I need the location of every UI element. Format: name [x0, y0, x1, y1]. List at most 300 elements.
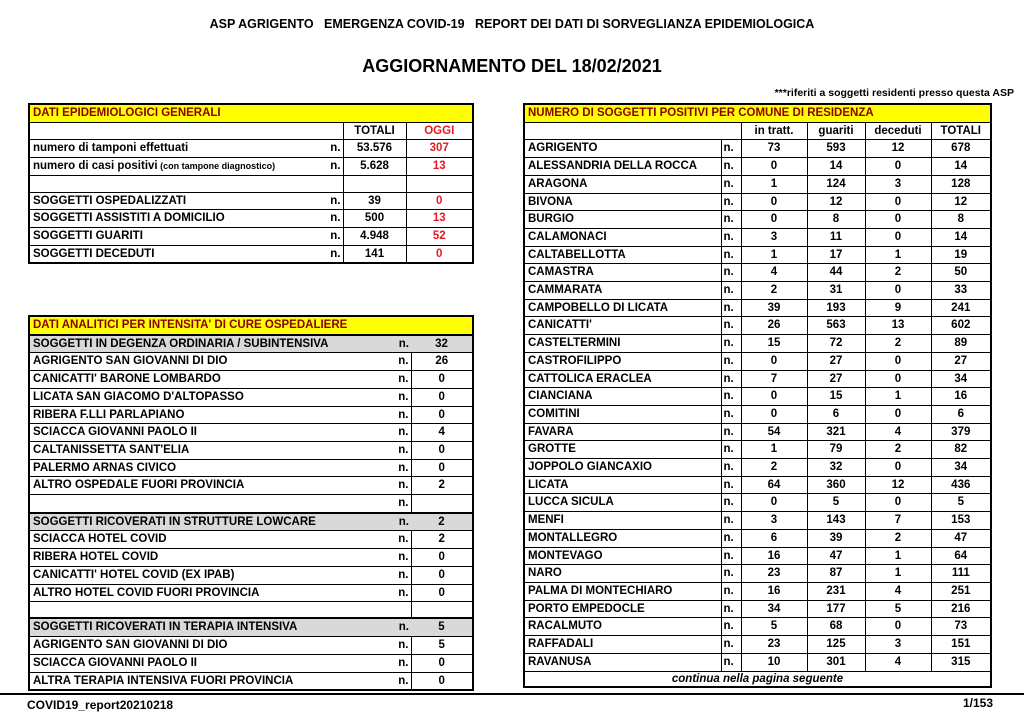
n-label: n.	[721, 494, 741, 512]
totali-value: 34	[931, 459, 991, 477]
row-label	[29, 158, 299, 176]
in-tratt-value: 0	[741, 388, 807, 406]
n-label: n.	[721, 653, 741, 671]
table-row	[524, 211, 991, 229]
guariti-value: 79	[807, 441, 865, 459]
totali-value: 111	[931, 565, 991, 583]
in-tratt-value: 39	[741, 299, 807, 317]
n-label: n.	[721, 370, 741, 388]
totali-value: 379	[931, 423, 991, 441]
deceduti-value: 1	[865, 565, 931, 583]
table-title-row	[29, 104, 473, 122]
hospital-name	[29, 602, 379, 619]
hospital-name: SCIACCA GIOVANNI PAOLO II	[29, 654, 379, 672]
guariti-value: 15	[807, 388, 865, 406]
guariti-value: 11	[807, 228, 865, 246]
guariti-value: 12	[807, 193, 865, 211]
comune-name: CAMMARATA	[524, 282, 721, 300]
n-label: n.	[379, 459, 411, 477]
in-tratt-value: 16	[741, 547, 807, 565]
n-label: n.	[379, 495, 411, 513]
in-tratt-value: 73	[741, 140, 807, 158]
column-header-totali: TOTALI	[931, 122, 991, 140]
table-row	[524, 388, 991, 406]
deceduti-value: 0	[865, 370, 931, 388]
totali-value: 151	[931, 636, 991, 654]
column-header-deceduti: deceduti	[865, 122, 931, 140]
table-row	[29, 353, 473, 371]
oggi-value	[406, 175, 473, 192]
comune-name: CALTABELLOTTA	[524, 246, 721, 264]
n-label: n.	[721, 388, 741, 406]
oggi-value: 13	[406, 210, 473, 228]
n-label: n.	[721, 565, 741, 583]
totali-value: 53.576	[343, 140, 406, 158]
footer-divider	[0, 693, 1024, 695]
table-row	[524, 299, 991, 317]
table-header-row	[29, 122, 473, 140]
totali-value: 6	[931, 405, 991, 423]
totali-value: 47	[931, 529, 991, 547]
row-label-text: numero di tamponi effettuati	[33, 142, 189, 155]
guariti-value: 143	[807, 512, 865, 530]
n-label: n.	[379, 353, 411, 371]
comune-name: COMITINI	[524, 405, 721, 423]
count-value: 2	[411, 513, 473, 531]
n-label: n.	[379, 618, 411, 636]
table-row	[29, 549, 473, 567]
hospital-name: SCIACCA GIOVANNI PAOLO II	[29, 424, 379, 442]
comune-name: ALESSANDRIA DELLA ROCCA	[524, 158, 721, 176]
table-row	[29, 637, 473, 655]
comune-name: GROTTE	[524, 441, 721, 459]
n-label: n.	[721, 441, 741, 459]
hospital-name: CANICATTI' BARONE LOMBARDO	[29, 371, 379, 389]
in-tratt-value: 23	[741, 565, 807, 583]
totali-value: 27	[931, 352, 991, 370]
totali-value: 39	[343, 192, 406, 210]
column-header-totali: TOTALI	[343, 122, 406, 140]
in-tratt-value: 0	[741, 158, 807, 176]
row-label-text: SOGGETTI ASSISTITI A DOMICILIO	[33, 212, 225, 225]
n-label: n.	[721, 193, 741, 211]
table-row	[524, 600, 991, 618]
table-row	[29, 371, 473, 389]
in-tratt-value: 1	[741, 246, 807, 264]
guariti-value: 231	[807, 582, 865, 600]
footer-filename: COVID19_report20210218	[27, 698, 174, 712]
table-row	[29, 441, 473, 459]
spacer-row	[29, 175, 473, 192]
table-row	[29, 140, 473, 158]
n-label: n.	[379, 654, 411, 672]
totali-value: 128	[931, 175, 991, 193]
in-tratt-value: 15	[741, 335, 807, 353]
row-label	[29, 210, 299, 228]
in-tratt-value: 64	[741, 476, 807, 494]
deceduti-value: 0	[865, 459, 931, 477]
column-header-in-tratt: in tratt.	[741, 122, 807, 140]
section-label: SOGGETTI RICOVERATI IN TERAPIA INTENSIVA	[29, 618, 379, 636]
totali-value: 16	[931, 388, 991, 406]
totali-value: 64	[931, 547, 991, 565]
comune-name: LICATA	[524, 476, 721, 494]
n-label: n.	[721, 529, 741, 547]
continuation-note: continua nella pagina seguente	[524, 671, 991, 687]
table-row	[524, 459, 991, 477]
in-tratt-value: 0	[741, 193, 807, 211]
deceduti-value: 0	[865, 494, 931, 512]
hospital-name: LICATA SAN GIACOMO D'ALTOPASSO	[29, 388, 379, 406]
table-row	[29, 245, 473, 263]
table-row	[29, 192, 473, 210]
count-value: 4	[411, 424, 473, 442]
comune-name: CANICATTI'	[524, 317, 721, 335]
in-tratt-value: 23	[741, 636, 807, 654]
comune-name: CIANCIANA	[524, 388, 721, 406]
totali-value: 602	[931, 317, 991, 335]
in-tratt-value: 0	[741, 352, 807, 370]
table-row	[524, 636, 991, 654]
guariti-value: 68	[807, 618, 865, 636]
oggi-value: 13	[406, 158, 473, 176]
totali-value	[343, 175, 406, 192]
table-row	[524, 476, 991, 494]
in-tratt-value: 16	[741, 582, 807, 600]
deceduti-value: 3	[865, 636, 931, 654]
n-label: n.	[721, 459, 741, 477]
table-row	[524, 264, 991, 282]
n-label: n.	[721, 140, 741, 158]
table-row	[524, 512, 991, 530]
guariti-value: 87	[807, 565, 865, 583]
guariti-value: 321	[807, 423, 865, 441]
n-label: n.	[379, 388, 411, 406]
deceduti-value: 5	[865, 600, 931, 618]
deceduti-value: 0	[865, 405, 931, 423]
n-label: n.	[721, 476, 741, 494]
totali-value: 73	[931, 618, 991, 636]
comune-name: RAFFADALI	[524, 636, 721, 654]
totali-value: 8	[931, 211, 991, 229]
comune-name: RAVANUSA	[524, 653, 721, 671]
totali-value: 241	[931, 299, 991, 317]
guariti-value: 125	[807, 636, 865, 654]
continuation-row	[524, 671, 991, 687]
table-title-row	[29, 316, 473, 335]
table-row	[524, 423, 991, 441]
deceduti-value: 2	[865, 529, 931, 547]
n-label: n.	[379, 566, 411, 584]
hospital-name: ALTRA TERAPIA INTENSIVA FUORI PROVINCIA	[29, 672, 379, 690]
guariti-value: 32	[807, 459, 865, 477]
n-label: n.	[379, 513, 411, 531]
n-label: n.	[299, 227, 343, 245]
comune-name: BIVONA	[524, 193, 721, 211]
n-label: n.	[379, 584, 411, 602]
table-row	[29, 531, 473, 549]
n-label: n.	[379, 531, 411, 549]
n-label: n.	[721, 282, 741, 300]
count-value: 32	[411, 335, 473, 353]
comune-name: FAVARA	[524, 423, 721, 441]
in-tratt-value: 2	[741, 282, 807, 300]
table-row	[524, 140, 991, 158]
guariti-value: 593	[807, 140, 865, 158]
totali-value: 82	[931, 441, 991, 459]
n-label: n.	[721, 618, 741, 636]
guariti-value: 72	[807, 335, 865, 353]
table-row	[524, 441, 991, 459]
n-label: n.	[721, 582, 741, 600]
n-label: n.	[721, 158, 741, 176]
guariti-value: 14	[807, 158, 865, 176]
row-label	[29, 192, 299, 210]
row-label-text: SOGGETTI DECEDUTI	[33, 247, 155, 260]
guariti-value: 8	[807, 211, 865, 229]
hospital-name: PALERMO ARNAS CIVICO	[29, 459, 379, 477]
table-row	[524, 352, 991, 370]
section-label: SOGGETTI IN DEGENZA ORDINARIA / SUBINTENSIVA	[29, 335, 379, 353]
section-row	[29, 513, 473, 531]
totali-value: 5.628	[343, 158, 406, 176]
guariti-value: 193	[807, 299, 865, 317]
row-label	[29, 140, 299, 158]
n-label: n.	[721, 512, 741, 530]
totali-value: 4.948	[343, 227, 406, 245]
spacer-row	[29, 495, 473, 513]
in-tratt-value: 1	[741, 441, 807, 459]
n-label: n.	[721, 600, 741, 618]
n-label: n.	[721, 317, 741, 335]
n-label: n.	[721, 423, 741, 441]
guariti-value: 124	[807, 175, 865, 193]
comune-name: AGRIGENTO	[524, 140, 721, 158]
n-label: n.	[721, 175, 741, 193]
in-tratt-value: 54	[741, 423, 807, 441]
n-label: n.	[299, 192, 343, 210]
totali-value: 12	[931, 193, 991, 211]
column-header-guariti: guariti	[807, 122, 865, 140]
deceduti-value: 0	[865, 282, 931, 300]
table-row	[524, 582, 991, 600]
count-value: 0	[411, 566, 473, 584]
table-row	[524, 158, 991, 176]
comune-name: MONTALLEGRO	[524, 529, 721, 547]
deceduti-value: 4	[865, 653, 931, 671]
deceduti-value: 13	[865, 317, 931, 335]
oggi-value: 0	[406, 245, 473, 263]
count-value: 0	[411, 549, 473, 567]
deceduti-value: 2	[865, 441, 931, 459]
n-label: n.	[299, 245, 343, 263]
n-label	[379, 602, 411, 619]
count-value: 26	[411, 353, 473, 371]
in-tratt-value: 26	[741, 317, 807, 335]
guariti-value: 563	[807, 317, 865, 335]
general-epidemiological-table	[28, 103, 474, 264]
totali-value: 5	[931, 494, 991, 512]
update-title: AGGIORNAMENTO DEL 18/02/2021	[362, 56, 662, 76]
section-row	[29, 335, 473, 353]
hospital-name: CALTANISSETTA SANT'ELIA	[29, 441, 379, 459]
count-value	[411, 602, 473, 619]
totali-value: 50	[931, 264, 991, 282]
spacer-row	[29, 602, 473, 619]
n-label: n.	[721, 211, 741, 229]
n-label: n.	[299, 140, 343, 158]
report-title: ASP AGRIGENTO EMERGENZA COVID-19 REPORT DEI DATI DI SORVEGLIANZA EPIDEMIOLOGICA	[209, 17, 815, 31]
section-row	[29, 618, 473, 636]
deceduti-value: 0	[865, 211, 931, 229]
row-label-text: SOGGETTI OSPEDALIZZATI	[33, 194, 187, 207]
totali-value: 14	[931, 228, 991, 246]
count-value: 5	[411, 618, 473, 636]
table-row	[29, 227, 473, 245]
row-label	[29, 245, 299, 263]
deceduti-value: 2	[865, 335, 931, 353]
in-tratt-value: 34	[741, 600, 807, 618]
comune-name: NARO	[524, 565, 721, 583]
row-label-text: SOGGETTI GUARITI	[33, 229, 143, 242]
n-label	[299, 175, 343, 192]
count-value: 2	[411, 531, 473, 549]
general-table-title: DATI EPIDEMIOLOGICI GENERALI	[29, 104, 473, 122]
in-tratt-value: 3	[741, 512, 807, 530]
hospital-name	[29, 495, 379, 513]
asp-residents-note: ***riferiti a soggetti residenti presso questa ASP	[774, 87, 1014, 99]
comune-name: JOPPOLO GIANCAXIO	[524, 459, 721, 477]
comune-name: BURGIO	[524, 211, 721, 229]
n-label: n.	[379, 637, 411, 655]
guariti-value: 177	[807, 600, 865, 618]
n-label: n.	[721, 264, 741, 282]
table-header-row	[524, 122, 991, 140]
comune-name: RACALMUTO	[524, 618, 721, 636]
in-tratt-value: 0	[741, 494, 807, 512]
guariti-value: 47	[807, 547, 865, 565]
comune-name: CASTROFILIPPO	[524, 352, 721, 370]
table-row	[29, 388, 473, 406]
count-value: 0	[411, 371, 473, 389]
row-label	[29, 227, 299, 245]
n-label: n.	[379, 672, 411, 690]
corner-cell	[524, 122, 741, 140]
totali-value: 14	[931, 158, 991, 176]
table-row	[524, 282, 991, 300]
table-row	[524, 565, 991, 583]
deceduti-value: 3	[865, 175, 931, 193]
n-label: n.	[721, 547, 741, 565]
totali-value: 19	[931, 246, 991, 264]
deceduti-value: 0	[865, 228, 931, 246]
guariti-value: 31	[807, 282, 865, 300]
deceduti-value: 12	[865, 476, 931, 494]
count-value: 0	[411, 441, 473, 459]
comune-name: ARAGONA	[524, 175, 721, 193]
table-row	[524, 335, 991, 353]
deceduti-value: 12	[865, 140, 931, 158]
comune-name: LUCCA SICULA	[524, 494, 721, 512]
in-tratt-value: 1	[741, 175, 807, 193]
comune-name: CASTELTERMINI	[524, 335, 721, 353]
hospital-name: CANICATTI' HOTEL COVID (EX IPAB)	[29, 566, 379, 584]
deceduti-value: 0	[865, 158, 931, 176]
totali-value: 34	[931, 370, 991, 388]
n-label: n.	[379, 477, 411, 495]
table-row	[524, 494, 991, 512]
totali-value: 89	[931, 335, 991, 353]
table-row	[29, 584, 473, 602]
n-label: n.	[721, 352, 741, 370]
in-tratt-value: 0	[741, 211, 807, 229]
deceduti-value: 1	[865, 547, 931, 565]
row-label	[29, 175, 299, 192]
count-value: 0	[411, 672, 473, 690]
in-tratt-value: 10	[741, 653, 807, 671]
deceduti-value: 4	[865, 582, 931, 600]
table-row	[524, 618, 991, 636]
in-tratt-value: 6	[741, 529, 807, 547]
guariti-value: 44	[807, 264, 865, 282]
oggi-value: 0	[406, 192, 473, 210]
count-value	[411, 495, 473, 513]
table-row	[524, 317, 991, 335]
oggi-value: 52	[406, 227, 473, 245]
n-label: n.	[379, 335, 411, 353]
n-label: n.	[299, 158, 343, 176]
in-tratt-value: 3	[741, 228, 807, 246]
deceduti-value: 0	[865, 352, 931, 370]
in-tratt-value: 2	[741, 459, 807, 477]
n-label: n.	[299, 210, 343, 228]
table-row	[524, 193, 991, 211]
deceduti-value: 9	[865, 299, 931, 317]
row-label-text: numero di casi positivi	[33, 160, 158, 173]
table-row	[29, 672, 473, 690]
n-label: n.	[379, 424, 411, 442]
guariti-value: 5	[807, 494, 865, 512]
n-label: n.	[721, 246, 741, 264]
deceduti-value: 2	[865, 264, 931, 282]
column-header-oggi: OGGI	[406, 122, 473, 140]
deceduti-value: 0	[865, 618, 931, 636]
count-value: 0	[411, 654, 473, 672]
comune-name: PALMA DI MONTECHIARO	[524, 582, 721, 600]
guariti-value: 360	[807, 476, 865, 494]
section-label: SOGGETTI RICOVERATI IN STRUTTURE LOWCARE	[29, 513, 379, 531]
hospital-name: RIBERA F.LLI PARLAPIANO	[29, 406, 379, 424]
count-value: 2	[411, 477, 473, 495]
table-row	[524, 228, 991, 246]
comune-name: CATTOLICA ERACLEA	[524, 370, 721, 388]
hospital-name: RIBERA HOTEL COVID	[29, 549, 379, 567]
deceduti-value: 4	[865, 423, 931, 441]
table-row	[524, 370, 991, 388]
count-value: 0	[411, 388, 473, 406]
totali-value: 678	[931, 140, 991, 158]
comune-name: CAMASTRA	[524, 264, 721, 282]
table-row	[524, 547, 991, 565]
in-tratt-value: 5	[741, 618, 807, 636]
table-row	[29, 406, 473, 424]
hospital-name: ALTRO OSPEDALE FUORI PROVINCIA	[29, 477, 379, 495]
table-row	[29, 158, 473, 176]
guariti-value: 27	[807, 370, 865, 388]
comune-name: MENFI	[524, 512, 721, 530]
totali-value: 141	[343, 245, 406, 263]
table-row	[524, 175, 991, 193]
